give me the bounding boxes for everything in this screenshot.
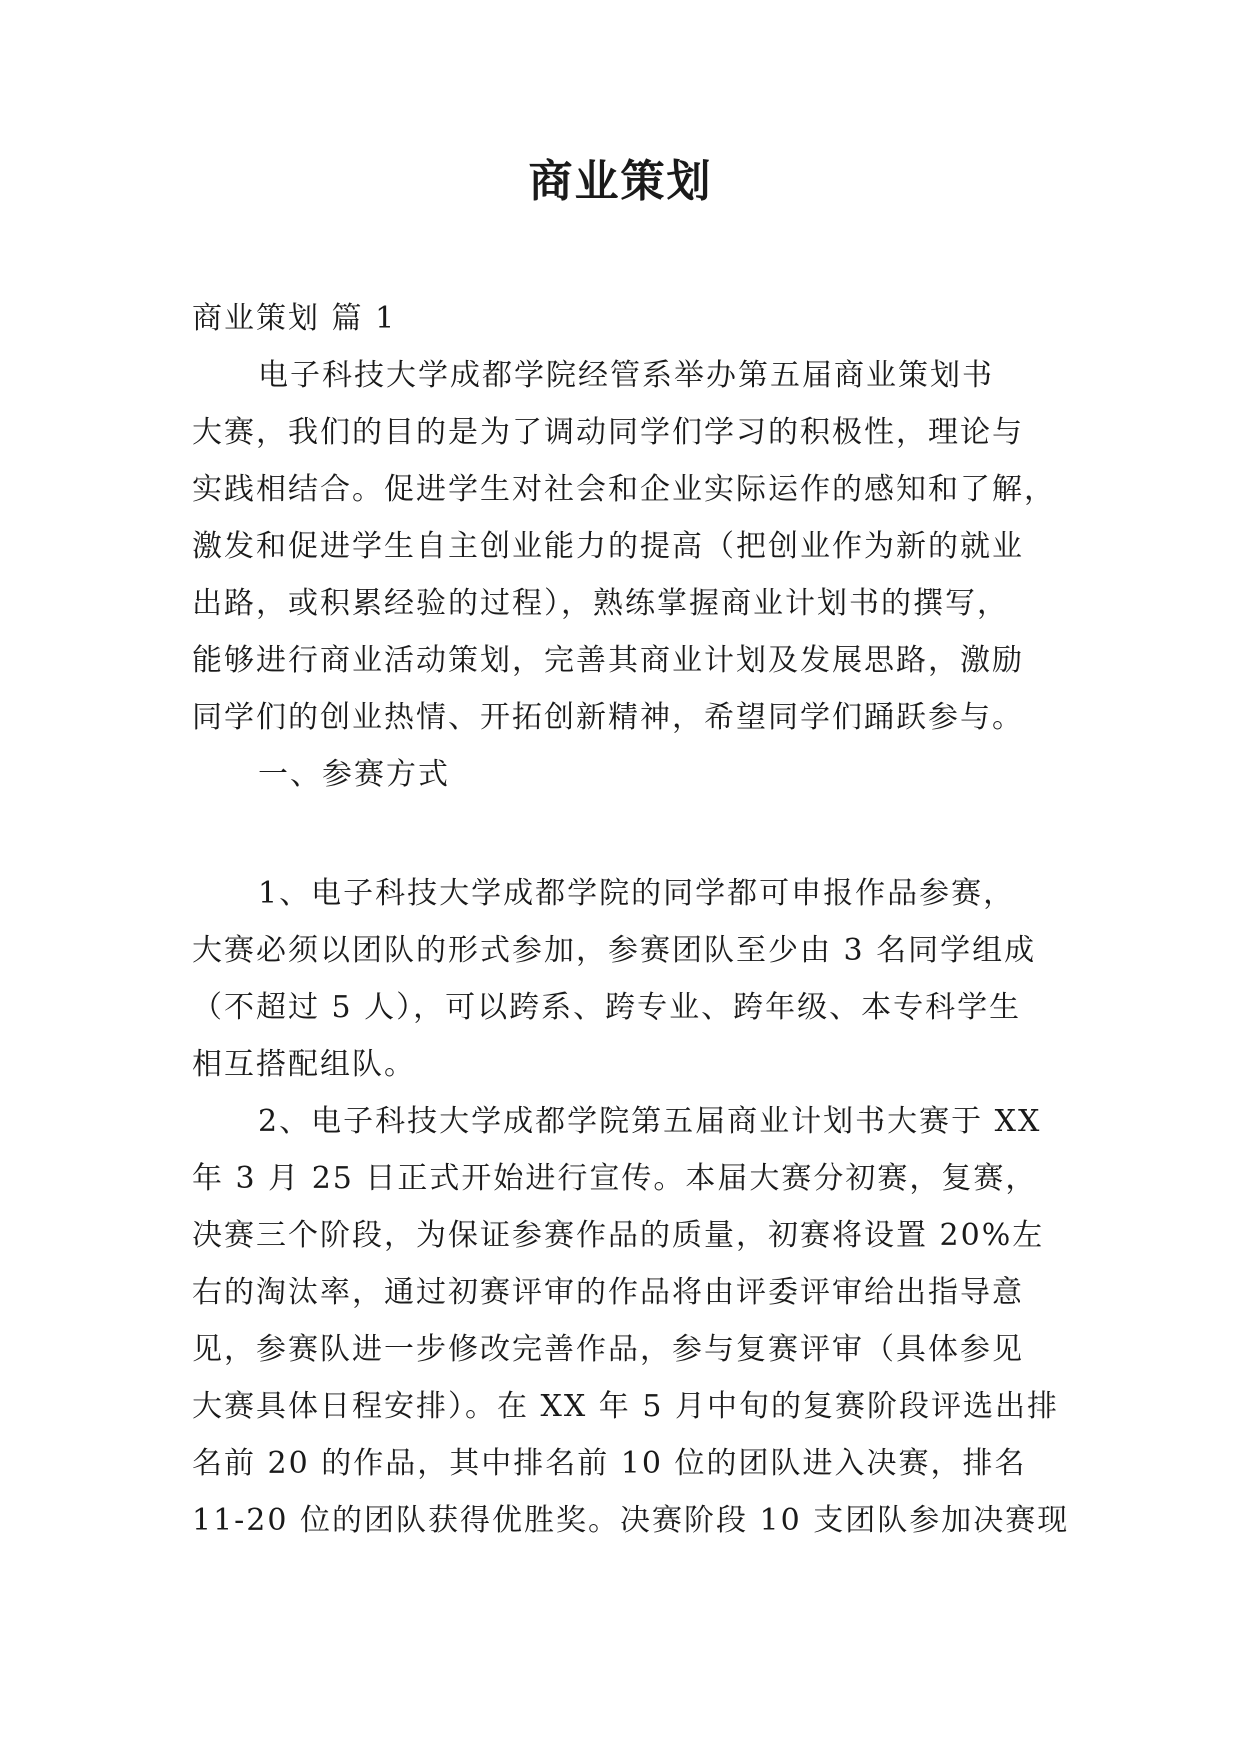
item1-line: 相互搭配组队。 xyxy=(192,1047,416,1082)
item2-line: 年 3 月 25 日正式开始进行宣传。本届大赛分初赛，复赛， xyxy=(192,1161,1038,1196)
intro-line: 电子科技大学成都学院经管系举办第五届商业策划书 xyxy=(258,358,994,393)
item2-line: 名前 20 的作品，其中排名前 10 位的团队进入决赛，排名 xyxy=(192,1446,1027,1481)
intro-line: 大赛，我们的目的是为了调动同学们学习的积极性，理论与 xyxy=(192,415,1024,450)
item2-line: 见，参赛队进一步修改完善作品，参与复赛评审（具体参见 xyxy=(192,1332,1024,1367)
item1-line: 大赛必须以团队的形式参加，参赛团队至少由 3 名同学组成 xyxy=(192,933,1037,968)
intro-line: 激发和促进学生自主创业能力的提高（把创业作为新的就业 xyxy=(192,529,1024,564)
intro-line: 实践相结合。促进学生对社会和企业实际运作的感知和了解， xyxy=(192,472,1056,507)
document-title: 商业策划 xyxy=(528,156,713,207)
section-heading: 一、参赛方式 xyxy=(258,757,450,792)
document-subtitle: 商业策划 篇 1 xyxy=(192,301,397,336)
section-spacer xyxy=(192,803,1064,865)
item1-line: （不超过 5 人），可以跨系、跨专业、跨年级、本专科学生 xyxy=(192,990,1022,1025)
item2-line: 2、电子科技大学成都学院第五届商业计划书大赛于 XX xyxy=(258,1104,1042,1139)
item2-line: 决赛三个阶段，为保证参赛作品的质量，初赛将设置 20%左 xyxy=(192,1218,1045,1253)
item2-line: 11-20 位的团队获得优胜奖。决赛阶段 10 支团队参加决赛现 xyxy=(192,1503,1070,1538)
item1-line: 1、电子科技大学成都学院的同学都可申报作品参赛， xyxy=(258,876,1016,911)
document-body xyxy=(192,290,1070,1549)
intro-line: 同学们的创业热情、开拓创新精神，希望同学们踊跃参与。 xyxy=(192,700,1024,735)
intro-line: 出路，或积累经验的过程），熟练掌握商业计划书的撰写， xyxy=(192,586,1009,621)
item2-line: 大赛具体日程安排）。在 XX 年 5 月中旬的复赛阶段评选出排 xyxy=(192,1389,1059,1424)
intro-line: 能够进行商业活动策划，完善其商业计划及发展思路，激励 xyxy=(192,643,1024,678)
item2-line: 右的淘汰率，通过初赛评审的作品将由评委评审给出指导意 xyxy=(192,1275,1024,1310)
